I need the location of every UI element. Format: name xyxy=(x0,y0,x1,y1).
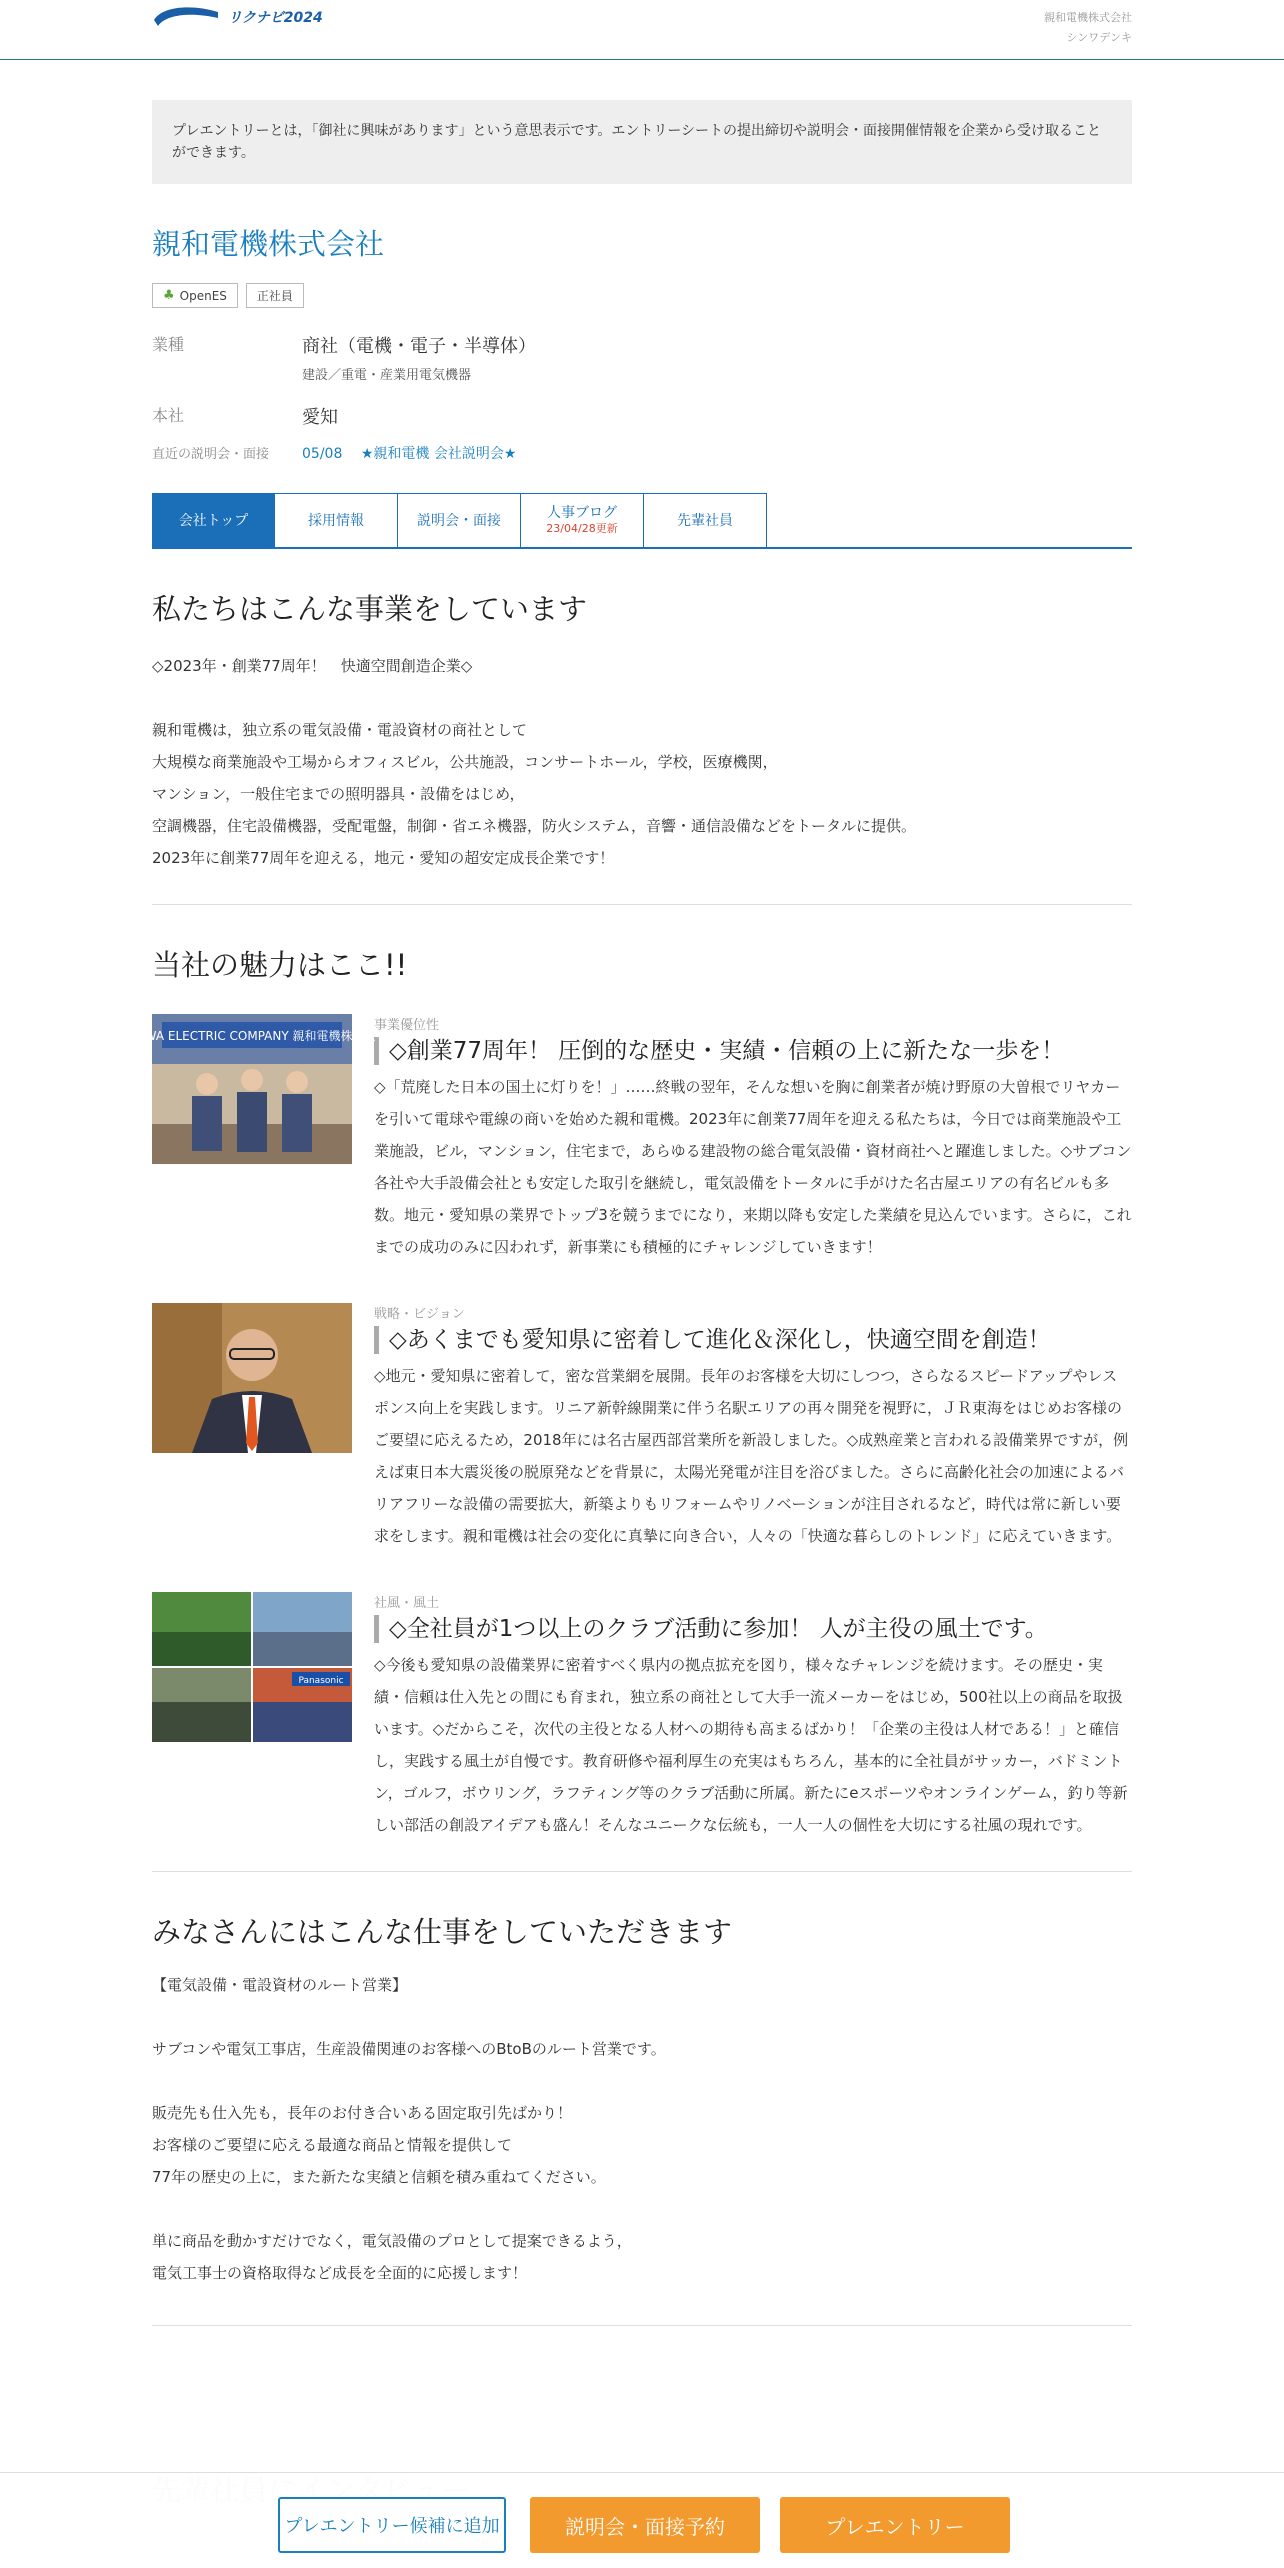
hq-row xyxy=(152,403,1132,429)
photo-banner-text: Panasonic xyxy=(298,1676,344,1686)
charm-category: 社風・風土 xyxy=(374,1596,440,1611)
main-content xyxy=(115,60,1132,2326)
work-text: 【電気設備・電設資材のルート営業】 サブコンや電気工事店，生産設備関連のお客様へのBtoBのルート営業です。 販売先も仕入先も，長年のお付き合いある固定取引先ばかり！ お客様のご要望に応える最適な商品と情報を提供して 77年の歴史の上に，また新たな実績と信頼を積み重ねてください。 単に商品を動かすだけでなく，電気設備のプロとして提案できるよう， 電気工事士の資格取得など成長を全面的に応援します！ xyxy=(152,1976,666,2282)
preentry-notice: プレエントリーとは，「御社に興味があります」という意思表示です。エントリーシートの提出締切や説明会・面接開催情報を企業から受け取ることができます。 xyxy=(152,100,1132,184)
clover-icon: ♣ xyxy=(163,288,175,303)
add-candidate-button[interactable]: プレエントリー候補に追加 xyxy=(278,2497,506,2553)
industry-row xyxy=(152,332,1132,383)
industry-value: 商社（電機・電子・半導体） xyxy=(302,336,536,357)
logo-text: リクナビ2024 xyxy=(228,10,323,26)
tab-seminar[interactable]: 説明会・面接 xyxy=(398,493,521,547)
site-header xyxy=(0,0,1284,60)
charm-category: 事業優位性 xyxy=(374,1018,440,1033)
company-name: 親和電機株式会社 xyxy=(152,227,385,261)
charm-photo-staff xyxy=(115,1014,389,1164)
tab-senior-staff[interactable]: 先輩社員 xyxy=(644,493,767,547)
charm-photo-clubs xyxy=(152,1592,352,1742)
charm-title: ◇あくまでも愛知県に密着して進化＆深化し，快適空間を創造！ xyxy=(374,1326,1132,1354)
hq-value: 愛知 xyxy=(302,407,338,428)
rikunabi-logo[interactable] xyxy=(152,4,323,30)
rikunabi-logo-icon xyxy=(152,4,222,30)
charm-category: 戦略・ビジョン xyxy=(374,1307,465,1322)
business-text: ◇2023年・創業77周年！ 快適空間創造企業◇ 親和電機は，独立系の電気設備・電設資材の商社として 大規模な商業施設や工場からオフィスビル，公共施設，コンサートホール，学校，医療機関， マンション，一般住宅までの照明器具・設備をはじめ， 空調機器，住宅設備機器，受配電盤，制御・省エネ機器，防火システム，音響・通信設備などをトータルに提供。 2023年に創業77周年を迎える，地元・愛知の超安定成長企業です！ xyxy=(152,657,916,867)
blog-updated: 23/04/28更新 xyxy=(546,521,618,535)
tag-employment: 正社員 xyxy=(246,283,304,308)
company-tags xyxy=(152,283,1132,308)
work-heading: みなさんにはこんな仕事をしていただきます xyxy=(152,1915,733,1949)
photo-sign-text: SHINWA ELECTRIC COMPANY 親和電機株式会社 xyxy=(115,1029,389,1043)
header-company-kana: シンワデンキ xyxy=(1066,31,1132,44)
seminar-label: 直近の説明会・面接 xyxy=(152,447,270,462)
industry-sub: 建設／重電・産業用電気機器 xyxy=(302,368,472,383)
tab-company-top[interactable]: 会社トップ xyxy=(152,493,275,547)
business-heading: 私たちはこんな事業をしています xyxy=(152,592,588,626)
tab-hr-blog[interactable]: 人事ブログ 23/04/28更新 xyxy=(521,493,644,547)
charm-photo-president xyxy=(152,1303,352,1453)
tag-openes: ♣ OpenES xyxy=(152,283,238,308)
seminar-link[interactable]: ★親和電機 会社説明会★ xyxy=(360,446,517,462)
seminar-date[interactable]: 05/08 xyxy=(302,446,343,462)
header-company-info xyxy=(1044,8,1132,48)
bottom-action-bar xyxy=(0,2472,1284,2568)
company-info xyxy=(152,332,1132,463)
seminar-row xyxy=(152,443,1132,463)
charm-item-2 xyxy=(152,1303,1132,1552)
divider xyxy=(152,1871,1132,1872)
company-tabs xyxy=(152,493,1132,549)
industry-label: 業種 xyxy=(152,335,185,354)
header-company-name: 親和電機株式会社 xyxy=(1044,11,1132,24)
reserve-seminar-button[interactable]: 説明会・面接予約 xyxy=(530,2497,760,2553)
preentry-button[interactable]: プレエントリー xyxy=(780,2497,1010,2553)
hq-label: 本社 xyxy=(152,406,185,425)
charm-text: ◇地元・愛知県に密着して，密な営業網を展開。長年のお客様を大切にしつつ，さらなるスピードアップやレスポンス向上を実践します。リニア新幹線開業に伴う名駅エリアの再々開発を視野に，ＪＲ東海をはじめお客様のご要望に応えるため，2018年には名古屋西部営業所を新設しました。◇成熟産業と言われる設備業界ですが，例えば東日本大震災後の脱原発などを背景に，太陽光発電が注目を浴びました。さらに高齢化社会の加速によるバリアフリーな設備の需要拡大，新築よりもリフォームやリノベーションが注目されるなど，時代は常に新しい要求をします。親和電機は社会の変化に真摯に向き合い，人々の「快適な暮らしのトレンド」に応えていきます。 xyxy=(374,1367,1129,1545)
charm-title: ◇創業77周年！ 圧倒的な歴史・実績・信頼の上に新たな一歩を！ xyxy=(374,1037,1132,1065)
charm-text: ◇「荒廃した日本の国土に灯りを！」……終戦の翌年，そんな想いを胸に創業者が焼け野原の大曽根でリヤカーを引いて電球や電線の商いを始めた親和電機。2023年に創業77周年を迎える私たちは，今日では商業施設や工業施設，ビル，マンション，住宅まで，あらゆる建設物の総合電気設備・資材商社へと躍進しました。◇サブコン各社や大手設備会社とも安定した取引を継続し，電気設備をトータルに手がけた名古屋エリアの有名ビルも多数。地元・愛知県の業界でトップ3を競うまでになり，来期以降も安定した業績を見込んでいます。さらに，これまでの成功のみに囚われず，新事業にも積極的にチャレンジしていきます！ xyxy=(374,1078,1132,1256)
charm-item-3 xyxy=(152,1592,1132,1841)
tab-recruit-info[interactable]: 採用情報 xyxy=(275,493,398,547)
charm-text: ◇今後も愛知県の設備業界に密着すべく県内の拠点拡充を図り，様々なチャレンジを続けます。その歴史・実績・信頼は仕入先との間にも育まれ，独立系の商社として大手一流メーカーをはじめ，500社以上の商品を取扱います。◇だからこそ，次代の主役となる人材への期待も高まるばかり！「企業の主役は人材である！」と確信し，実践する風土が自慢です。教育研修や福利厚生の充実はもちろん，基本的に全社員がサッカー，バドミントン，ゴルフ，ボウリング，ラフティング等のクラブ活動に所属。新たにeスポーツやオンラインゲーム，釣り等新しい部活の創設アイデアも盛ん！そんなユニークな伝統も，一人一人の個性を大切にする社風の現れです。 xyxy=(374,1656,1128,1834)
divider xyxy=(152,2325,1132,2326)
charm-heading: 当社の魅力はここ!! xyxy=(152,948,408,982)
divider xyxy=(152,904,1132,905)
charm-title: ◇全社員が1つ以上のクラブ活動に参加！ 人が主役の風土です。 xyxy=(374,1615,1132,1643)
charm-item-1 xyxy=(115,1014,1132,1263)
